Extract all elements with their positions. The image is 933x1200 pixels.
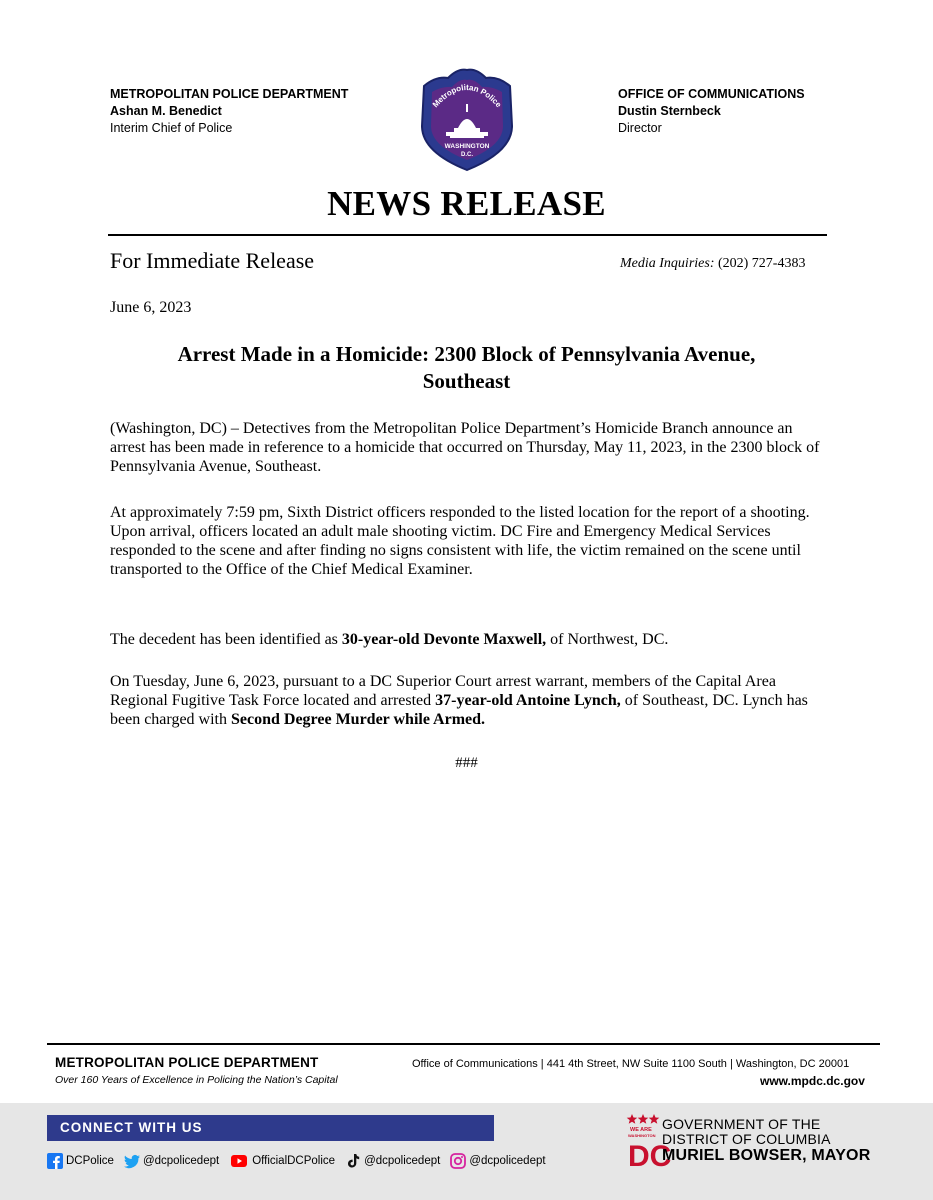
connect-bar: CONNECT WITH US bbox=[47, 1115, 494, 1141]
charge: Second Degree Murder while Armed. bbox=[231, 711, 486, 728]
chief-role: Interim Chief of Police bbox=[110, 121, 233, 135]
paragraph-3 bbox=[110, 630, 826, 649]
dept-name: METROPOLITAN POLICE DEPARTMENT bbox=[110, 87, 349, 101]
p3-text-c: of Northwest, DC. bbox=[546, 631, 669, 648]
headline-line2: Southeast bbox=[422, 369, 511, 393]
page-title: NEWS RELEASE bbox=[327, 184, 606, 223]
paragraph-1: (Washington, DC) – Detectives from the Metropolitan Police Department’s Homicide Branch announce an arrest has been made in reference to a homicide that occurred on Thursday, May 11, 2023, in the 2300 block of Pennsylvania Avenue, Southeast. bbox=[110, 420, 820, 475]
dcgov-line2: DISTRICT OF COLUMBIA bbox=[662, 1131, 831, 1147]
youtube-icon[interactable] bbox=[229, 1153, 249, 1169]
washington-text: WASHINGTON bbox=[628, 1133, 656, 1138]
director-role: Director bbox=[618, 121, 662, 135]
badge-bottom-text: WASHINGTON bbox=[444, 143, 490, 150]
paragraph-2: At approximately 7:59 pm, Sixth District officers responded to the listed location for the report of a shooting. Upon arrival, officers located an adult male shooting victim. DC Fire and Emergency Medical Services responded to the scene and after finding no signs consistent with life, the victim remained on the scene until transported to the Office of the Chief Medical Examiner. bbox=[110, 504, 810, 578]
mpd-badge-logo bbox=[416, 68, 518, 172]
end-mark: ### bbox=[455, 755, 478, 771]
media-phone: (202) 727-4383 bbox=[717, 256, 806, 271]
dcgov-line1: GOVERNMENT OF THE bbox=[662, 1116, 821, 1132]
tiktok-handle[interactable]: @dcpolicedept bbox=[364, 1155, 441, 1167]
p3-text-a: The decedent has been identified as bbox=[110, 631, 342, 648]
paragraph-4 bbox=[110, 672, 826, 729]
instagram-icon[interactable] bbox=[450, 1153, 466, 1169]
we-are-text: WE ARE bbox=[630, 1127, 652, 1133]
media-inquiries bbox=[620, 256, 805, 272]
immediate-release: For Immediate Release bbox=[110, 248, 315, 273]
badge-city-text: D.C. bbox=[461, 152, 473, 158]
p4-text-c: of Southeast, DC. Lynch has been charged with bbox=[110, 692, 808, 728]
twitter-icon[interactable] bbox=[124, 1153, 140, 1169]
footer-address: Office of Communications | 441 4th Street, NW Suite 1100 South | Washington, DC 20001 bbox=[412, 1058, 850, 1070]
release-date: June 6, 2023 bbox=[110, 299, 192, 316]
twitter-handle[interactable]: @dcpolicedept bbox=[142, 1155, 220, 1167]
footer-dept: METROPOLITAN POLICE DEPARTMENT bbox=[55, 1055, 319, 1070]
footer-divider bbox=[47, 1043, 880, 1045]
social-links bbox=[47, 1151, 556, 1171]
youtube-handle[interactable]: OfficialDCPolice bbox=[252, 1155, 336, 1167]
victim-name: 30-year-old Devonte Maxwell, bbox=[341, 631, 547, 648]
header-left bbox=[110, 86, 348, 137]
badge-top-text: Metropolitan Police bbox=[430, 82, 504, 110]
headline-line1: Arrest Made in a Homicide: 2300 Block of Pennsylvania Avenue, bbox=[177, 342, 756, 366]
chief-name: Ashan M. Benedict bbox=[110, 104, 222, 118]
header-right bbox=[618, 86, 805, 137]
footer-website[interactable]: www.mpdc.dc.gov bbox=[760, 1074, 865, 1088]
facebook-handle[interactable]: DCPolice bbox=[66, 1155, 114, 1167]
p4-text-a: On Tuesday, June 6, 2023, pursuant to a DC Superior Court arrest warrant, members of the Capital Area Regional Fugitive Task Force located and arrested bbox=[110, 673, 776, 709]
dc-mark: DC bbox=[628, 1140, 672, 1173]
director-name: Dustin Sternbeck bbox=[618, 104, 721, 118]
title-divider bbox=[108, 234, 827, 236]
footer-tagline: Over 160 Years of Excellence in Policing the Nation’s Capital bbox=[55, 1074, 338, 1086]
suspect-name: 37-year-old Antoine Lynch, bbox=[435, 692, 621, 709]
dc-government-logo bbox=[628, 1112, 672, 1173]
instagram-handle[interactable]: @dcpolicedept bbox=[469, 1155, 546, 1167]
office-name: OFFICE OF COMMUNICATIONS bbox=[618, 87, 805, 101]
facebook-icon[interactable] bbox=[47, 1153, 63, 1169]
media-label: Media Inquiries: bbox=[620, 256, 715, 271]
headline bbox=[110, 341, 823, 395]
tiktok-icon[interactable] bbox=[345, 1153, 361, 1169]
dcgov-line3: MURIEL BOWSER, MAYOR bbox=[662, 1147, 871, 1164]
